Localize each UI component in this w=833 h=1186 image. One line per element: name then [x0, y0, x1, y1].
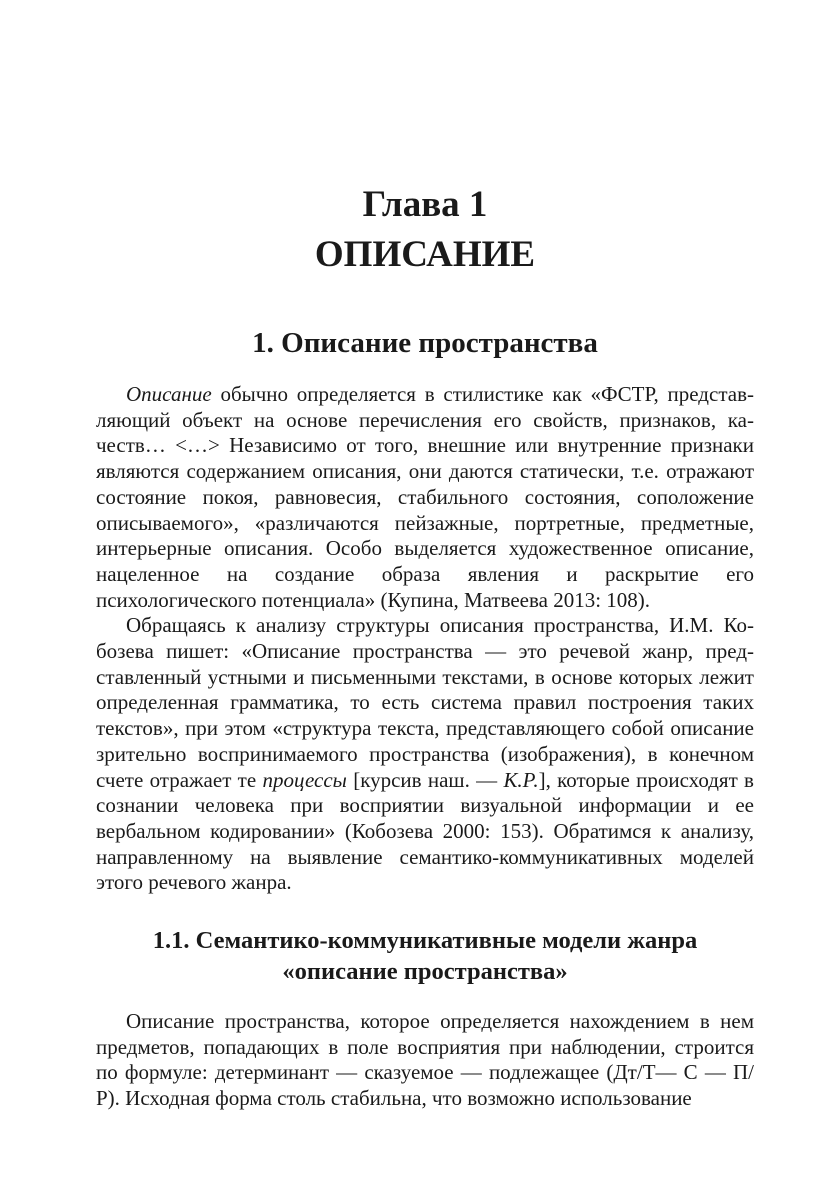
paragraph-2-text-a: Обращаясь к анализу структуры описания пространства, И.М. Кобозева пишет: «Описание пространства — это речевой жанр, представленный устными и письменными текстами, в основе которых лежит определенная грамматика, то есть система правил построения таких текстов», при этом «структура текста, представляющего собой описание зрительно воспринимаемого пространства (изображения), в конечном счете отражает те	[96, 613, 754, 792]
section-heading: 1. Описание пространства	[252, 327, 598, 359]
subsection-heading	[96, 925, 754, 987]
paragraph-2-text-b: [курсив наш. —	[346, 767, 504, 792]
section-body	[96, 382, 754, 896]
paragraph-1	[96, 382, 754, 613]
paragraph-2	[96, 613, 754, 896]
italic-initials: К.Р.	[503, 767, 539, 792]
chapter-number: Глава 1	[362, 184, 488, 225]
paragraph-1-text: обычно определяется в стилистике как «ФСТР, представляющий объект на основе перечисления его свойств, признаков, качеств… <…> Независимо от того, внешние или внутренние признаки являются содержанием описания, они даются статически, т.е. отражают состояние покоя, равновесия, стабильного состояния, соположение описываемого», «различаются пейзажные, портретные, предметные, интерьерные описания. Особо выделяется художественное описание, нацеленное на создание образа явления и раскрытие его психологического потенциала» (Купина, Матвеева 2013: 108).	[96, 382, 754, 612]
italic-word: процессы	[262, 767, 347, 792]
italic-term: Описание	[126, 382, 212, 406]
subsection-heading-line-1: 1.1. Семантико-коммуникативные модели жанра	[152, 927, 698, 954]
chapter-title: ОПИСАНИЕ	[314, 234, 536, 275]
subsection-heading-line-2: «описание пространства»	[282, 958, 568, 985]
paragraph-2-text-c: ], которые происходят в сознании человека при восприятии визуальной информации и ее вербальном кодировании» (Кобозева 2000: 153). Обратимся к анализу, направленному на выявление семантико-коммуникативных моделей этого речевого жанра.	[96, 767, 754, 895]
paragraph-3: Описание пространства, которое определяется нахождением в нем предметов, попадающих в поле восприятия при наблюдении, строится по формуле: детерминант — сказуемое — подлежащее (Дт/Т— С — П/Р). Исходная форма столь стабильна, что возможно использование	[96, 1009, 754, 1111]
subsection-body	[96, 1009, 754, 1112]
